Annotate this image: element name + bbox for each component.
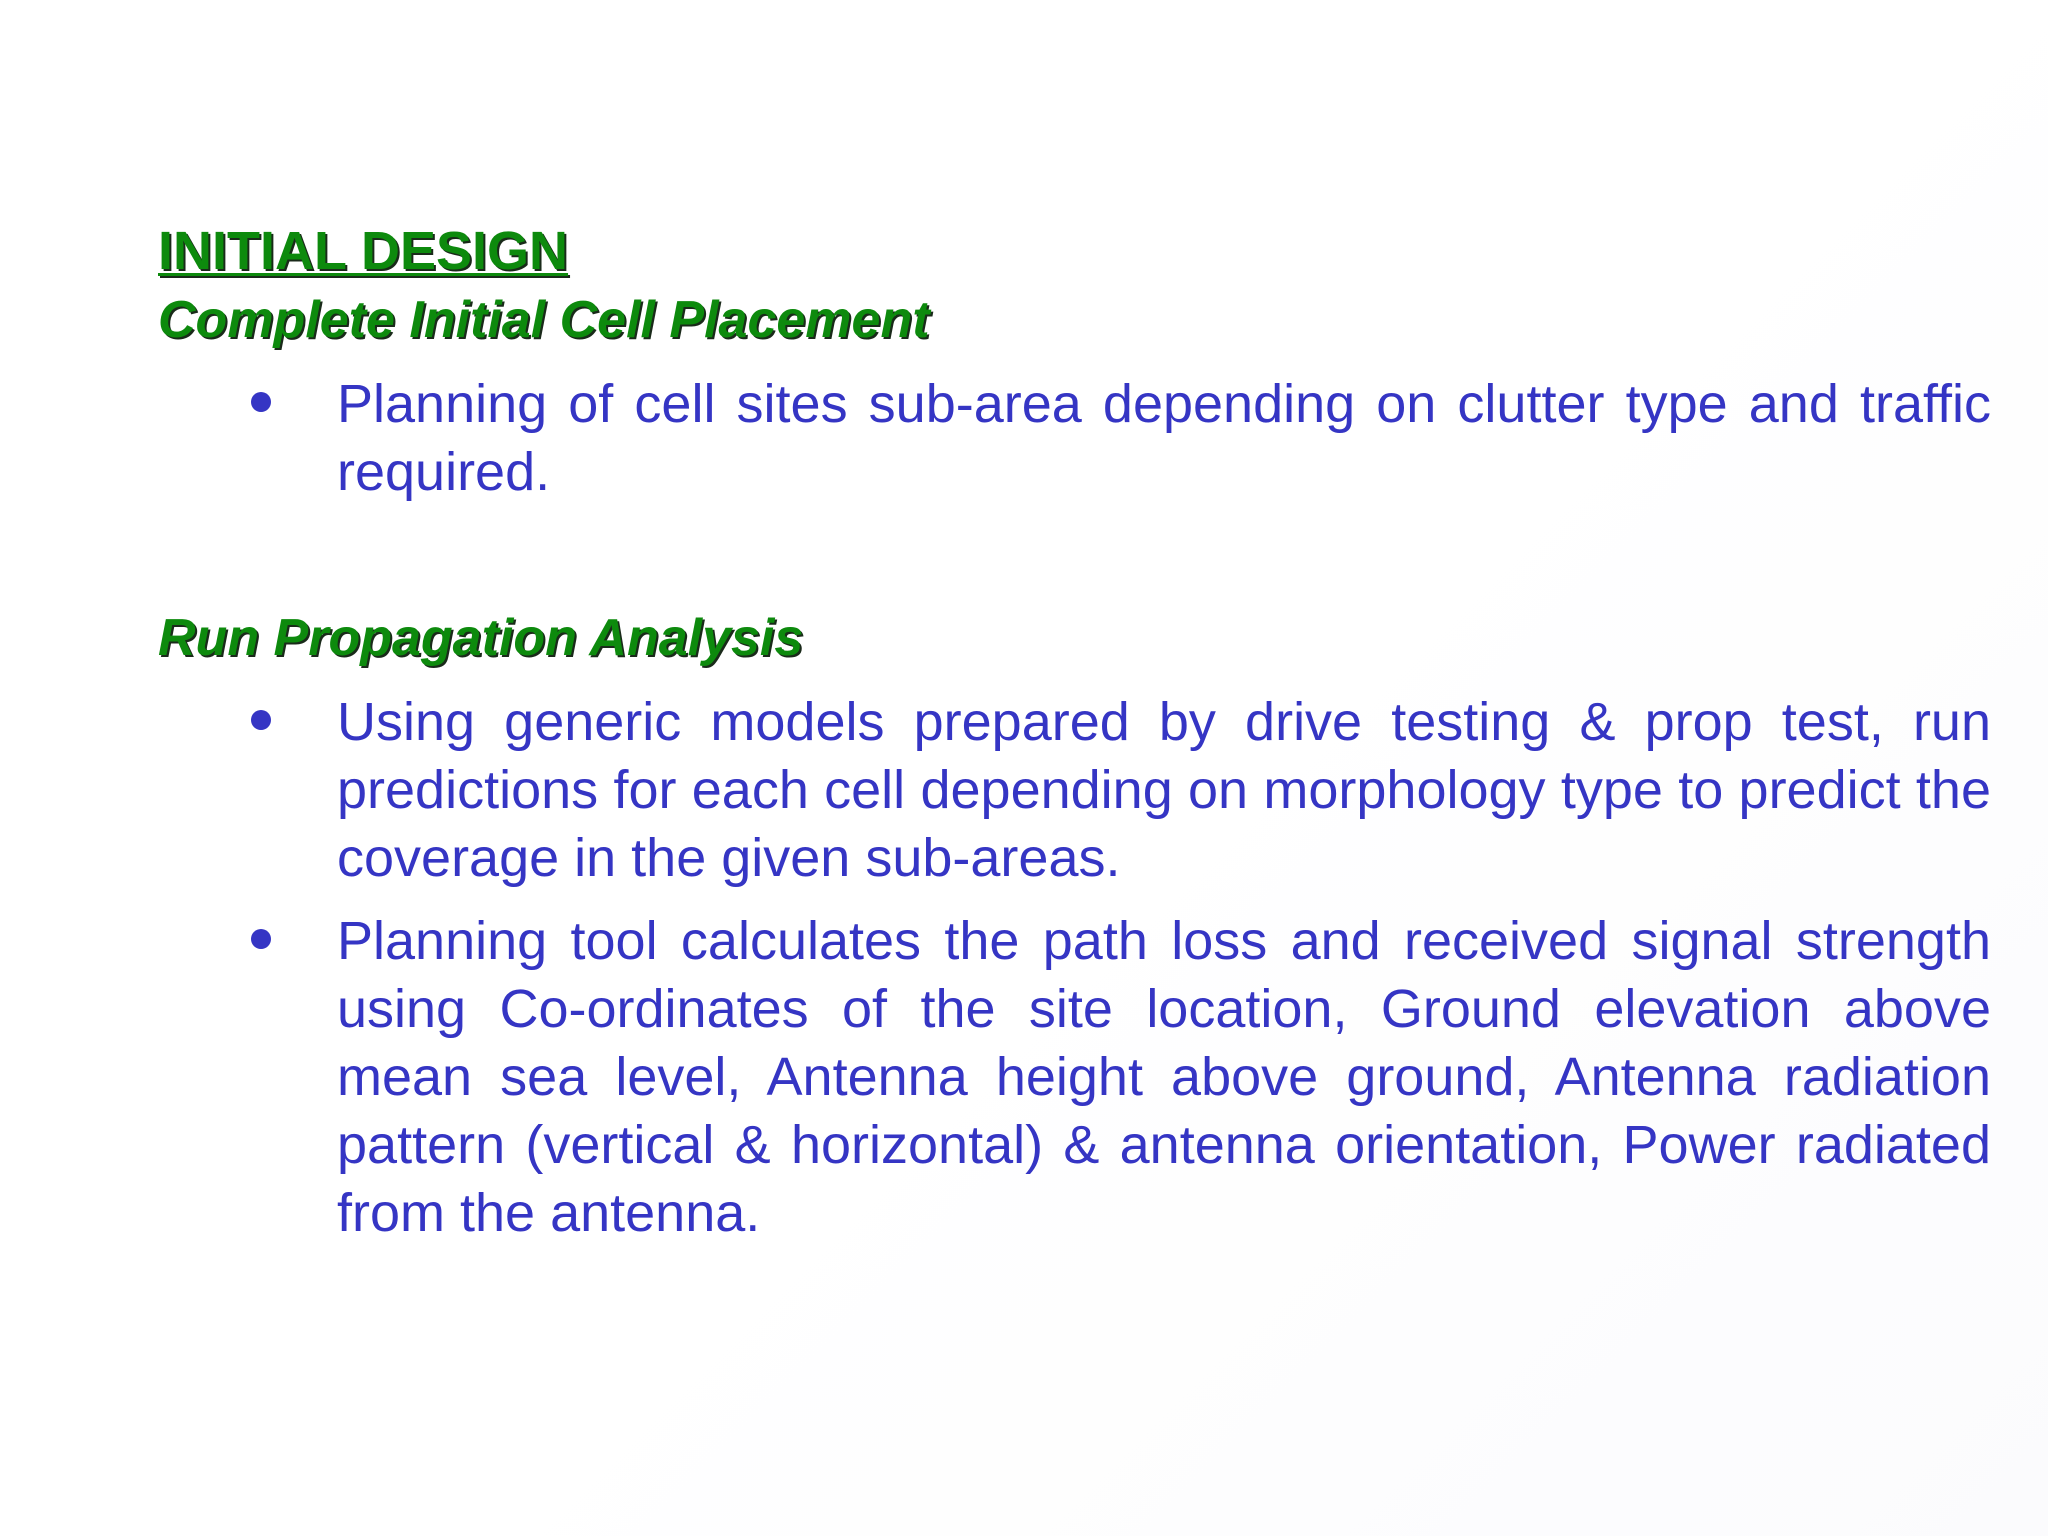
section-title-cell-placement: Complete Initial Cell Placement [158,291,930,349]
bullet-dot-icon [251,392,271,412]
bullet-planning-tool: Planning tool calculates the path loss and received signal strength using Co-ordinates of the site location, Ground elevation above mean sea level, Antenna height above ground, Antenna radiation pattern (vertical & horizontal) & antenna orientation, Power radiated from the antenna. [337,911,1991,1243]
bullet-dot-icon [251,710,271,730]
slide-heading: INITIAL DESIGN [158,221,569,281]
bullet-planning-cell-sites: Planning of cell sites sub-area depending on clutter type and traffic required. [337,374,1991,502]
bullet-dot-icon [251,929,271,949]
bullet-generic-models: Using generic models prepared by drive testing & prop test, run predictions for each cell depending on morphology type to predict the coverage in the given sub-areas. [337,692,1991,888]
section-title-propagation-analysis: Run Propagation Analysis [158,609,804,667]
